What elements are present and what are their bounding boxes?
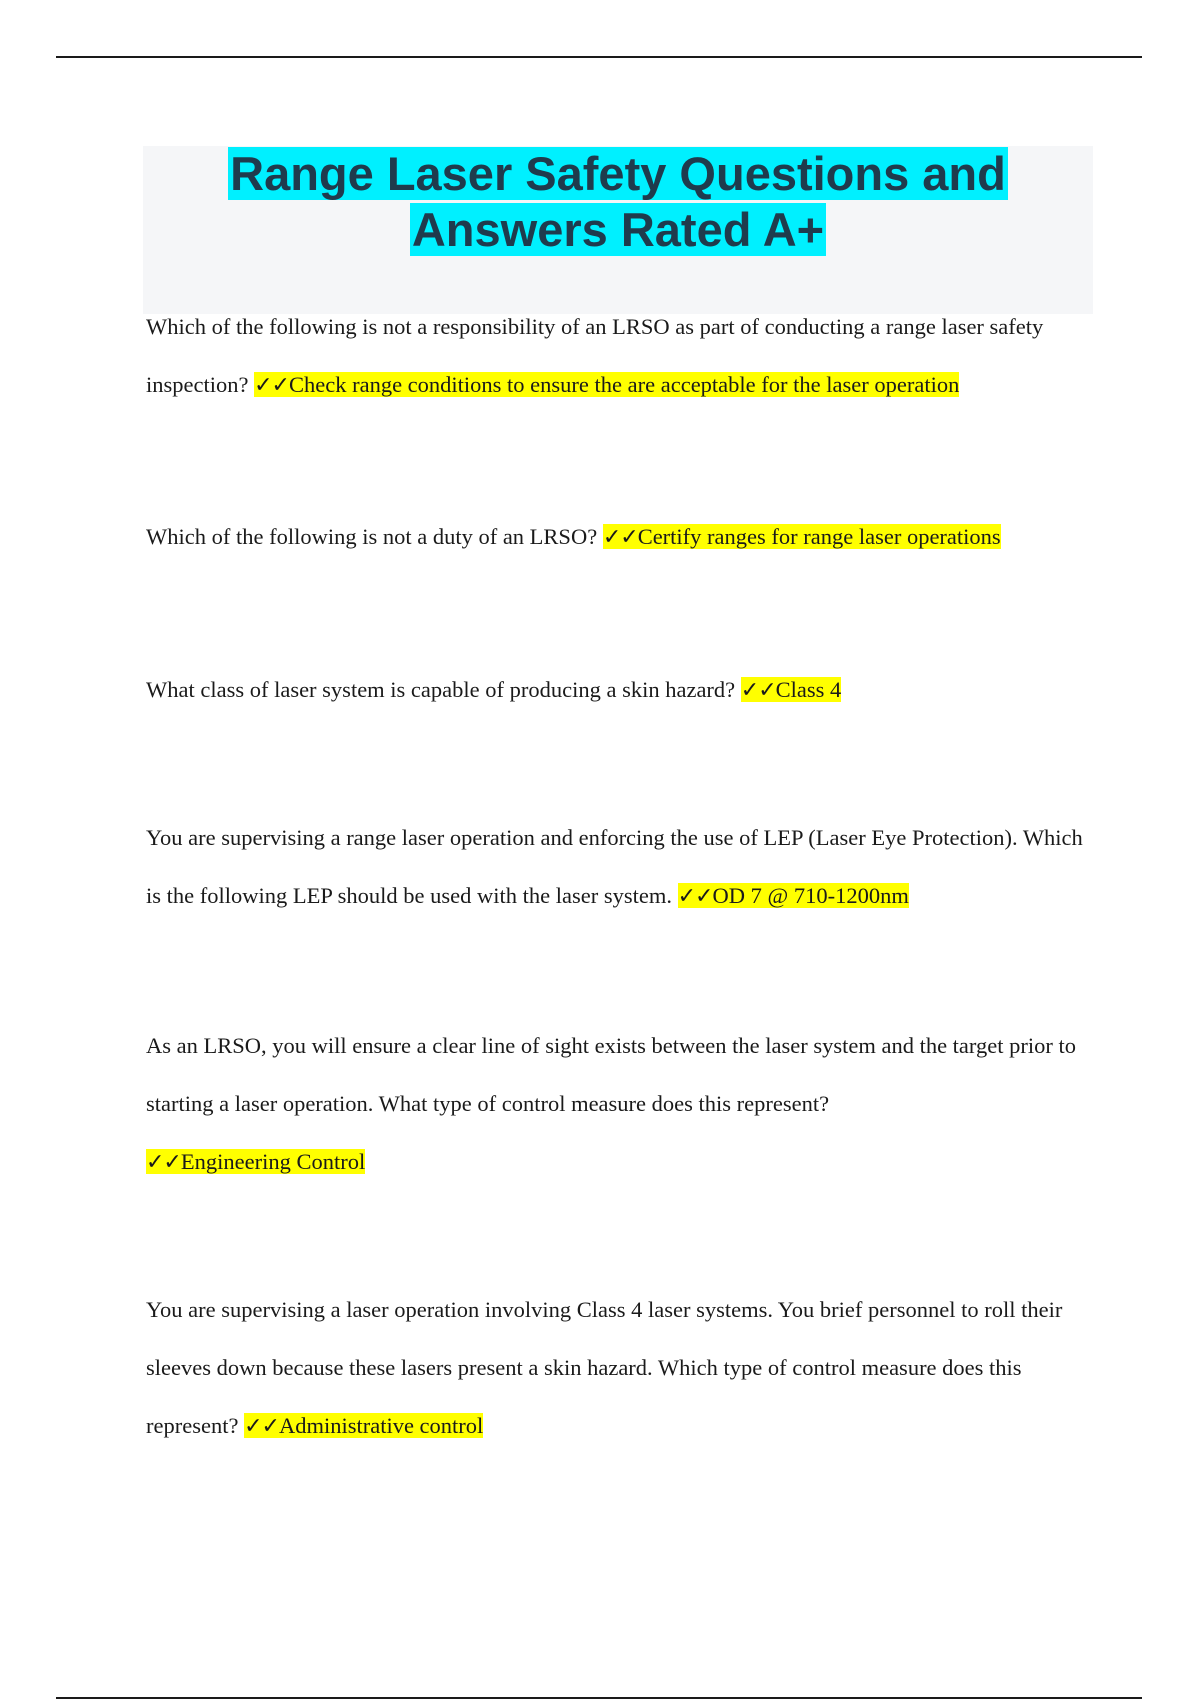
document-title-line-1 bbox=[143, 146, 1093, 202]
answer-text: Check range conditions to ensure the are acceptable for the laser operation bbox=[288, 372, 960, 397]
qa-item-5 bbox=[146, 1017, 1096, 1192]
double-check-icon: ✓✓ bbox=[602, 525, 638, 550]
question-text: Which of the following is not a responsibility of an LRSO as part of conducting a range laser safety inspection? bbox=[146, 314, 1044, 397]
question-text: What class of laser system is capable of producing a skin hazard? bbox=[146, 677, 736, 702]
top-rule bbox=[56, 56, 1142, 58]
question-text: You are supervising a range laser operation and enforcing the use of LEP (Laser Eye Protection). Which is the following LEP should be used with the laser system. bbox=[146, 825, 1083, 908]
answer-text: Administrative control bbox=[278, 1413, 484, 1438]
answer-highlight bbox=[678, 883, 909, 908]
document-title-line-2 bbox=[143, 202, 1093, 258]
answer-text: Engineering Control bbox=[180, 1149, 366, 1174]
answer-highlight bbox=[603, 524, 1001, 549]
question-text: Which of the following is not a duty of an LRSO? bbox=[146, 524, 598, 549]
qa-item-3 bbox=[146, 661, 1096, 720]
answer-highlight bbox=[244, 1413, 483, 1438]
double-check-icon: ✓✓ bbox=[740, 678, 776, 703]
double-check-icon: ✓✓ bbox=[677, 884, 713, 909]
title-line-1-text: Range Laser Safety Questions and bbox=[230, 147, 1006, 200]
answer-text: OD 7 @ 710-1200nm bbox=[712, 883, 909, 908]
qa-item-6 bbox=[146, 1281, 1096, 1456]
question-text: As an LRSO, you will ensure a clear line of sight exists between the laser system and the target prior to starting a laser operation. What type of control measure does this represent? bbox=[146, 1033, 1076, 1116]
title-line-2-text: Answers Rated A+ bbox=[411, 203, 825, 256]
qa-item-4 bbox=[146, 809, 1096, 926]
answer-text: Certify ranges for range laser operations bbox=[637, 524, 1001, 549]
double-check-icon: ✓✓ bbox=[146, 1150, 181, 1175]
question-text: You are supervising a laser operation involving Class 4 laser systems. You brief personnel to roll their sleeves down because these lasers present a skin hazard. Which type of control measure does this represent? bbox=[146, 1297, 1063, 1438]
qa-item-1 bbox=[146, 298, 1096, 415]
answer-highlight bbox=[254, 372, 959, 397]
answer-text: Class 4 bbox=[775, 677, 842, 702]
title-banner bbox=[143, 146, 1093, 314]
double-check-icon: ✓✓ bbox=[254, 373, 289, 398]
bottom-rule bbox=[56, 1697, 1142, 1699]
double-check-icon: ✓✓ bbox=[244, 1414, 279, 1439]
answer-highlight bbox=[741, 677, 842, 702]
answer-highlight bbox=[146, 1149, 365, 1174]
qa-item-2 bbox=[146, 508, 1096, 567]
